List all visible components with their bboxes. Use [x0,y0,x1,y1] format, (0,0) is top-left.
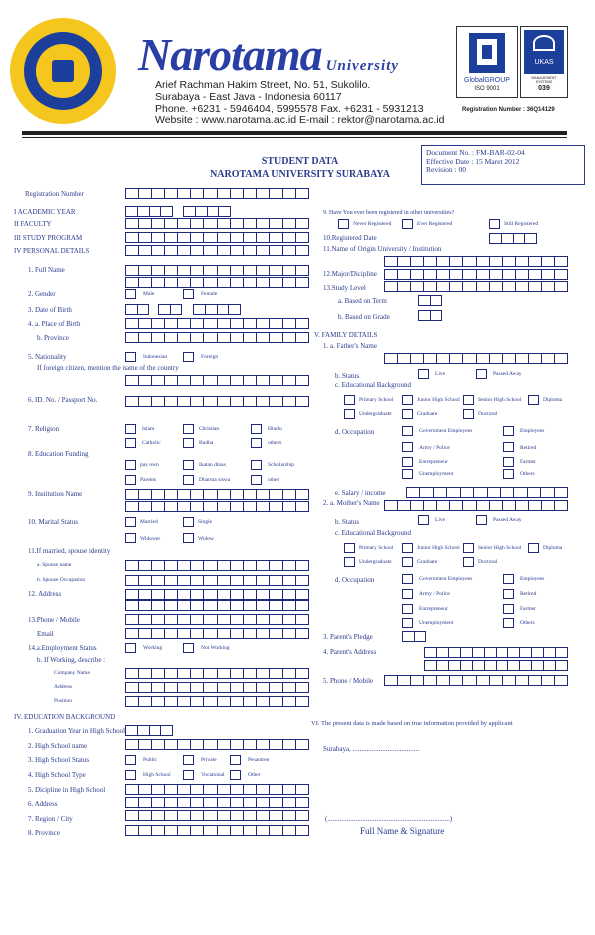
checkbox-father-farmer[interactable] [503,457,514,467]
checkbox-high-school[interactable] [125,770,136,780]
label-father-salary: e. Salary / income [335,489,386,497]
field-email[interactable] [125,628,309,639]
label-faculty: II FACULTY [14,220,52,228]
field-parents-pledge[interactable] [402,631,426,642]
option-father-diploma: Diploma [543,397,563,403]
checkbox-others-religion[interactable] [251,438,262,448]
checkbox-father-live[interactable] [418,369,429,379]
option-father-retired: Retired [520,445,537,451]
option-high-school: High School [143,772,171,778]
label-education-funding: 8. Education Funding [28,450,89,458]
label-if-working: b. If Working, describe : [37,656,106,664]
checkbox-other-funding[interactable] [251,475,262,485]
option-mother-employees: Employees [520,576,545,582]
checkbox-mother-unemployment[interactable] [402,618,413,628]
field-province[interactable] [125,332,309,343]
label-based-on-grade: b. Based on Grade [338,313,390,321]
label-fathers-name: 1. a. Father's Name [323,342,377,350]
brand-wordmark [138,28,399,81]
option-pay-own: pay own [140,462,159,468]
label-email: Email [37,630,54,638]
label-parents-address: 4. Parent's Address [323,648,377,656]
option-single: Single [198,519,213,525]
checkbox-father-senior[interactable] [463,395,474,405]
checkbox-mother-diploma[interactable] [528,543,539,553]
checkbox-mother-retired[interactable] [503,589,514,599]
field-position[interactable] [125,696,309,707]
option-mother-unemployment: Unemployment [419,620,454,626]
document-number: Document No. : FM-BAR-02-04 [426,148,525,157]
label-religion: 7. Religion [28,425,60,433]
option-budha: Budha [199,440,214,446]
label-company-name: Company Name [54,670,90,676]
field-parents-phone[interactable] [384,675,568,686]
field-origin-university-1[interactable] [384,256,568,267]
option-still-registered: Still Registered [504,221,539,227]
label-position: Position [54,698,73,704]
label-parents-phone: 5. Phone / Mobile [323,677,374,685]
label-high-school-type: 4. High School Type [28,771,86,779]
label-father-status: b. Status [335,372,360,380]
field-personal-details[interactable] [125,245,309,256]
global-group-certificate [456,26,518,98]
checkbox-christian[interactable] [183,424,194,434]
label-study-program: III STUDY PROGRAM [14,234,83,242]
checkbox-father-entrepreneur[interactable] [402,457,413,467]
brand-suffix: University [325,58,400,74]
field-company-name[interactable] [125,668,309,679]
field-spouse-name[interactable] [125,560,309,571]
cert-left-name: GlobalGROUP [464,77,510,84]
checkbox-mother-army[interactable] [402,589,413,599]
option-vocational: Vocational [201,772,225,778]
option-mother-retired: Retired [520,591,537,597]
label-dicipline: 5. Dicipline in High School [28,786,106,794]
option-father-passed-away: Passed Away [493,371,522,377]
label-if-married: 11.If married, spouse identity [28,547,111,555]
option-father-graduate: Graduate [417,411,438,417]
checkbox-scholarship[interactable] [251,460,262,470]
label-father-education: c. Educational Background [335,381,412,389]
label-ever-registered: 9. Have You ever been registered in other universities? [323,210,455,216]
declaration-text: VI. The present data is made based on true information provided by applicant [311,720,513,727]
label-gender: 2. Gender [28,290,56,298]
checkbox-mother-senior[interactable] [463,543,474,553]
checkbox-father-army[interactable] [402,442,413,452]
checkbox-male[interactable] [125,289,136,299]
label-marital-status: 10. Marital Status [28,518,78,526]
option-dharma-siswa: Dharma siswa [199,477,231,483]
option-father-junior: Junior High School [417,397,460,403]
checkbox-father-unemployment[interactable] [402,469,413,479]
field-full-name-2[interactable] [125,277,309,288]
field-parents-address-1[interactable] [424,647,568,658]
checkbox-father-doctoral[interactable] [463,409,474,419]
checkbox-foreign[interactable] [183,352,194,362]
field-company-address[interactable] [125,682,309,693]
label-id-number: 6. ID. No. / Passport No. [28,396,98,404]
checkbox-mother-passed-away[interactable] [476,515,487,525]
option-mother-senior: Senior High School [478,545,522,551]
checkbox-mother-entrepreneur[interactable] [402,604,413,614]
option-female: Female [201,291,218,297]
ukas-subtitle: MANAGEMENT SYSTEMS [531,76,557,84]
option-hindu: Hindu [268,426,282,432]
header-divider-thin [22,137,567,138]
checkbox-mother-primary[interactable] [344,543,355,553]
option-widower: Widower [140,536,161,542]
checkbox-father-passed-away[interactable] [476,369,487,379]
field-major-2[interactable] [384,281,568,292]
field-address-1[interactable] [125,589,309,600]
option-mother-others: Others [520,620,535,626]
field-birth-month[interactable] [158,304,182,315]
checkbox-father-diploma[interactable] [528,395,539,405]
option-mother-doctoral: Doctoral [478,559,498,565]
ukas-certificate [520,26,568,98]
option-mother-diploma: Diploma [543,545,563,551]
option-mother-farmer: Farmer [520,606,536,612]
label-high-school-status: 3. High School Status [28,756,90,764]
field-address-2[interactable] [125,600,309,611]
cert-left-iso: ISO 9001 [474,86,500,92]
option-mother-live: Live [435,517,446,523]
checkbox-catholic[interactable] [125,438,136,448]
checkbox-father-others[interactable] [503,469,514,479]
option-mother-gov: Government Employees [419,576,473,582]
checkbox-hindu[interactable] [251,424,262,434]
field-fathers-name[interactable] [384,353,568,364]
option-pesantren: Pesantren [248,757,270,763]
label-registration-number: Registration Number [25,190,84,198]
option-public: Public [143,757,158,763]
checkbox-father-junior[interactable] [402,395,413,405]
header-divider-thick [22,131,567,135]
checkbox-ever-registered[interactable] [402,219,413,229]
label-major: 12.Major/Dicipline [323,270,377,278]
field-birth-day[interactable] [125,304,149,315]
option-married: Married [140,519,158,525]
option-christian: Christian [199,426,220,432]
field-high-school-name[interactable] [125,739,309,750]
checkbox-mother-gov[interactable] [402,574,413,584]
label-mother-status: b. Status [335,518,360,526]
option-father-unemployment: Unemployment [419,471,454,477]
option-mother-graduate: Graduate [417,559,438,565]
checkbox-mother-employees[interactable] [503,574,514,584]
ukas-number: 039 [538,85,550,92]
label-phone-mobile: 13.Phone / Mobile [28,616,80,624]
option-father-gov: Government Employees [419,428,473,434]
field-father-salary[interactable] [406,487,568,498]
option-catholic: Catholic [142,440,161,446]
option-working: Working [143,645,163,651]
field-faculty[interactable] [125,218,309,229]
checkbox-working[interactable] [125,643,136,653]
checkbox-mother-junior[interactable] [402,543,413,553]
label-study-level: 13.Study Level [323,284,366,292]
field-institution-name-2[interactable] [125,501,309,512]
field-based-on-grade[interactable] [418,310,442,321]
checkbox-mother-doctoral[interactable] [463,557,474,567]
option-mother-primary: Primary School [359,545,394,551]
field-edu-address-1[interactable] [125,797,309,808]
address-line: Phone. +6231 - 5946404, 5995578 Fax. +6231 - 5931213 [155,102,424,115]
option-mother-army: Army / Police [419,591,450,597]
checkbox-ikatan-dinas[interactable] [183,460,194,470]
revision: Revision : 00 [426,165,467,174]
option-mother-passed-away: Passed Away [493,517,522,523]
checkbox-vocational[interactable] [183,770,194,780]
checkbox-mother-live[interactable] [418,515,429,525]
checkbox-father-employees[interactable] [503,426,514,436]
checkbox-mother-undergraduate[interactable] [344,557,355,567]
checkbox-never-registered[interactable] [338,219,349,229]
label-spouse-occupation: b. Spouse Occupation [37,577,86,583]
option-others-religion: others [268,440,282,446]
full-name-signature-label: Full Name & Signature [360,826,445,836]
label-edu-province: 8. Province [28,829,60,837]
label-father-occupation: d. Occupation [335,428,375,436]
field-graduation-year[interactable] [125,725,173,736]
place-date-line: Surabaya, ...................................... [323,745,420,753]
label-based-on-term: a. Based on Term [338,297,387,305]
checkbox-budha[interactable] [183,438,194,448]
field-institution-name-1[interactable] [125,489,309,500]
label-graduation-year: 1. Graduation Year in High School [28,727,126,735]
option-foreign: Foreign [201,354,219,360]
label-address: 12. Address [28,590,62,598]
checkbox-widow[interactable] [183,533,194,543]
address-line: Website : www.narotama.ac.id E-mail : rektor@narotama.ac.id [155,114,445,127]
address-block [155,80,444,127]
option-scholarship: Scholarship [268,462,294,468]
checkbox-public[interactable] [125,755,136,765]
field-place-of-birth[interactable] [125,318,309,329]
field-foreign-country[interactable] [125,375,309,386]
brand-name: Narotama [138,29,322,80]
option-father-others: Others [520,471,535,477]
checkbox-father-graduate[interactable] [402,409,413,419]
checkbox-father-undergraduate[interactable] [344,409,355,419]
field-edu-province[interactable] [125,825,309,836]
field-registration-number[interactable] [125,188,309,199]
label-spouse-name: a. Spouse name [37,562,72,568]
address-line: Arief Rachman Hakim Street, No. 51, Sukolilo. [155,79,371,91]
checkbox-widower[interactable] [125,533,136,543]
label-province: b. Province [37,334,69,342]
registration-number-text: Registration Number : 36Q14129 [462,107,555,113]
field-academic-year-start[interactable] [125,206,173,217]
field-phone-mobile[interactable] [125,614,309,625]
option-parents: Parents [140,477,157,483]
label-mothers-name: 2. a. Mother's Name [323,499,380,507]
field-dicipline[interactable] [125,784,309,795]
checkbox-private[interactable] [183,755,194,765]
signature-line[interactable]: (......................................................................) [325,815,453,823]
field-registered-date[interactable] [489,233,537,244]
option-private: Private [201,757,217,763]
option-mother-undergraduate: Undergraduate [359,559,392,565]
field-mothers-name[interactable] [384,500,568,511]
option-male: Male [143,291,155,297]
effective-date: Effective Date : 15 Maret 2012 [426,156,520,166]
option-father-senior: Senior High School [478,397,522,403]
label-nationality: 5. Nationality [28,353,67,361]
field-spouse-occupation[interactable] [125,575,309,586]
label-education-background: IV. EDUCATION BACKGROUND [14,713,116,721]
checkbox-single[interactable] [183,517,194,527]
checkbox-father-gov[interactable] [402,426,413,436]
form-subtitle: NAROTAMA UNIVERSITY SURABAYA [210,169,390,180]
label-family-details: V. FAMILY DETAILS [314,331,378,339]
checkbox-still-registered[interactable] [489,219,500,229]
label-full-name: 1. Full Name [28,266,65,274]
label-date-of-birth: 3. Date of Birth [28,306,72,314]
field-id-number[interactable] [125,396,309,407]
field-parents-address-2[interactable] [424,660,568,671]
field-edu-address-2[interactable] [125,810,309,821]
label-mother-education: c. Educational Background [335,529,412,537]
checkbox-mother-others[interactable] [503,618,514,628]
option-mother-junior: Junior High School [417,545,460,551]
option-not-working: Not Working [201,645,230,651]
checkbox-mother-farmer[interactable] [503,604,514,614]
checkbox-father-primary[interactable] [344,395,355,405]
label-edu-address: 6. Address [28,800,58,808]
label-region-city: 7. Region / City [28,815,73,823]
option-never-registered: Never Registered [353,221,392,227]
label-high-school-name: 2. High School name [28,742,88,750]
checkbox-indonesian[interactable] [125,352,136,362]
checkbox-pay-own[interactable] [125,460,136,470]
checkbox-islam[interactable] [125,424,136,434]
checkbox-other-type[interactable] [230,770,241,780]
checkbox-not-working[interactable] [183,643,194,653]
form-title: STUDENT DATA [261,156,339,167]
option-indonesian: Indonesian [143,354,168,360]
option-other-funding: other [268,477,280,483]
field-major[interactable] [384,269,568,280]
label-employment-status: 14.a.Employment Status [28,644,97,652]
field-academic-year-end[interactable] [183,206,231,217]
option-father-farmer: Farmer [520,459,536,465]
option-father-employees: Employees [520,428,545,434]
option-father-army: Army / Police [419,445,450,451]
label-institution-name: 9. Institution Name [28,490,83,498]
university-seal-logo [10,18,116,124]
option-father-undergraduate: Undergraduate [359,411,392,417]
checkbox-father-retired[interactable] [503,442,514,452]
checkbox-dharma-siswa[interactable] [183,475,194,485]
checkbox-married[interactable] [125,517,136,527]
label-origin-university: 11.Name of Origin University / Institution [323,245,442,253]
label-personal-details: IV PERSONAL DETAILS [14,247,90,255]
option-father-entrepreneur: Entrepreneur [419,459,448,465]
field-based-on-term[interactable] [418,295,442,306]
option-mother-entrepreneur: Entrepreneur [419,606,448,612]
label-registered-date: 10.Registered Date [323,234,377,242]
ukas-label: UKAS [534,59,554,66]
option-father-primary: Primary School [359,397,394,403]
address-line: Surabaya - East Java - Indonesia 60117 [155,90,342,103]
label-company-address: Address [54,684,73,690]
option-ever-registered: Ever Registered [417,221,453,227]
field-birth-year[interactable] [193,304,241,315]
option-father-doctoral: Doctoral [478,411,498,417]
option-father-live: Live [435,371,446,377]
field-full-name-1[interactable] [125,265,309,276]
option-islam: Islam [142,426,155,432]
option-other-type: Other [248,772,261,778]
label-foreign-citizen: If foreign citizen, mention the name of the country [37,364,179,372]
field-study-program[interactable] [125,232,309,243]
label-place-of-birth: 4. a. Place of Birth [28,320,81,328]
option-widow: Widow [198,536,214,542]
document-info-box [421,145,585,185]
label-mother-occupation: d. Occupation [335,576,375,584]
checkbox-mother-graduate[interactable] [402,557,413,567]
checkbox-pesantren[interactable] [230,755,241,765]
label-parents-pledge: 3. Parent's Pledge [323,633,373,641]
label-academic-year: I ACADEMIC YEAR [14,208,76,216]
checkbox-parents[interactable] [125,475,136,485]
checkbox-female[interactable] [183,289,194,299]
option-ikatan-dinas: Ikatan dinas [199,462,226,468]
